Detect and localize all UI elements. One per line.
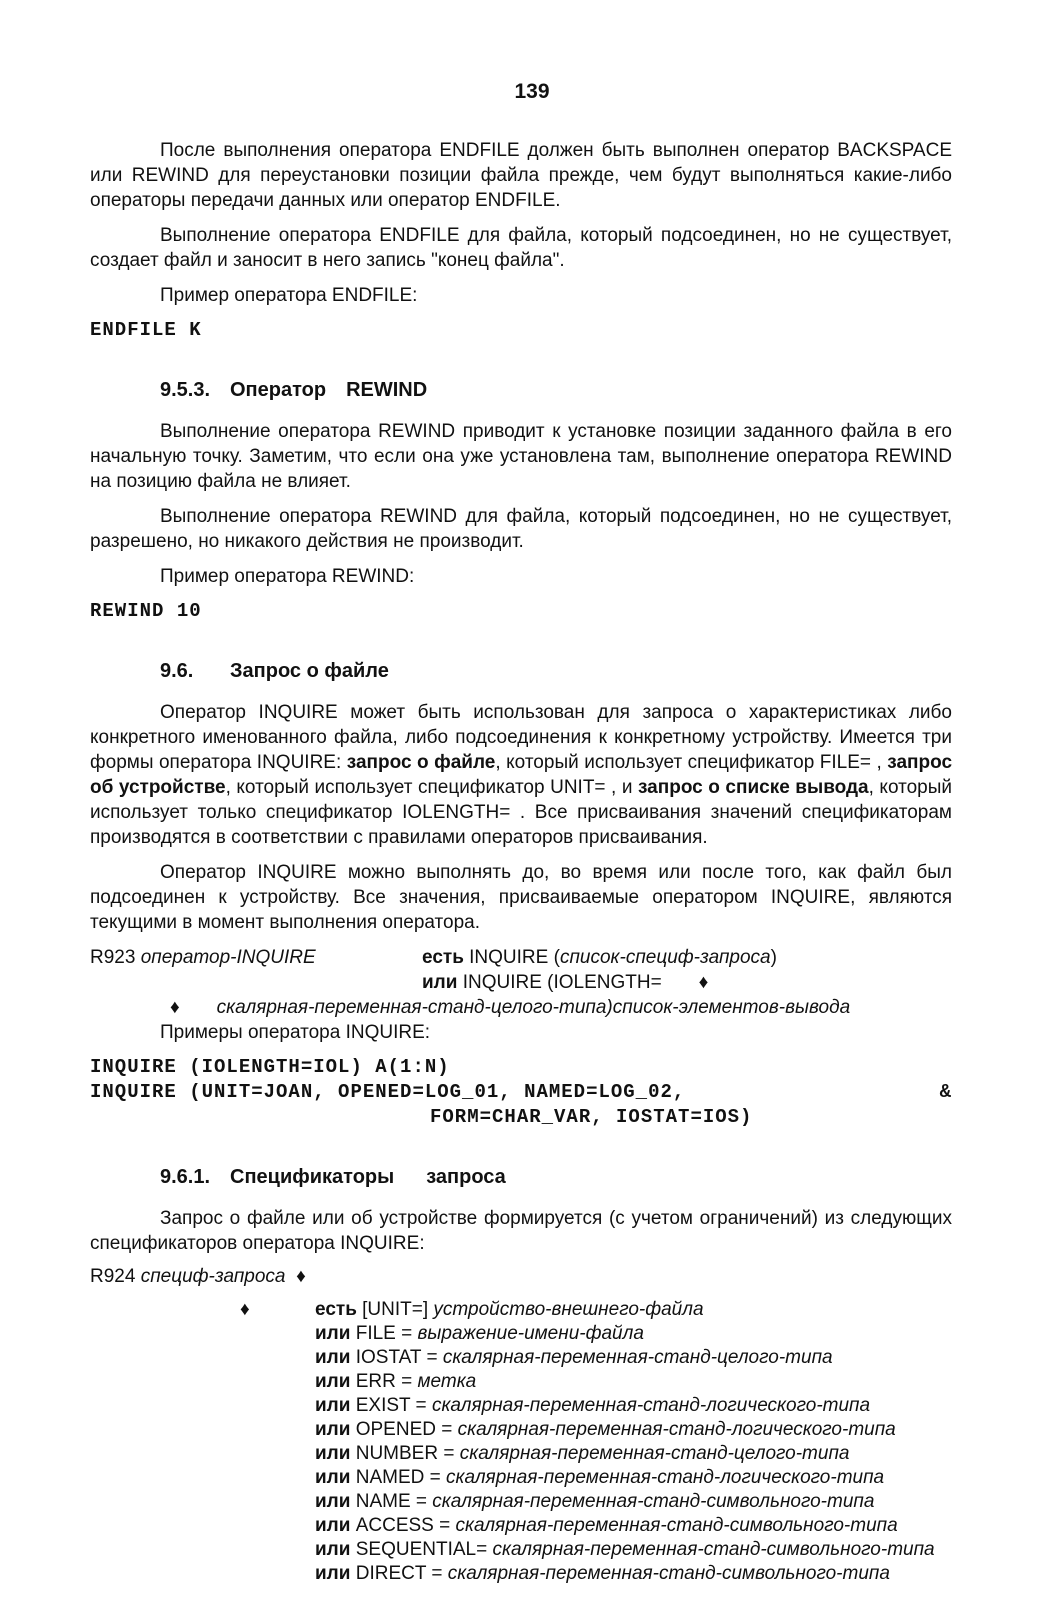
specifier-value: скалярная-переменная-станд-символьного-типа xyxy=(447,1563,890,1584)
specifier-item xyxy=(240,1418,952,1442)
specifier-value: выражение-имени-файла xyxy=(417,1323,644,1344)
specifier-value: скалярная-переменная-станд-символьного-типа xyxy=(492,1539,935,1560)
paragraph-endfile-example-label: Пример оператора ENDFILE: xyxy=(160,285,418,306)
diamond-icon: ♦ xyxy=(698,972,709,993)
specifier-name: [UNIT=] xyxy=(362,1299,429,1320)
specifier-value: скалярная-переменная-станд-логического-типа xyxy=(446,1467,885,1488)
paragraph-rewind-position: Выполнение оператора REWIND приводит к установке позиции заданного файла в его начальную точку. Заметим, что если она уже установлена там, выполнение оператора REWIND на позицию файла не влияет. xyxy=(90,421,952,492)
rule-r923 xyxy=(90,945,952,1020)
specifier-keyword: или xyxy=(315,1563,351,1584)
section-heading-inquiry-specifiers xyxy=(90,1164,952,1190)
term-file-inquiry: запрос о файле xyxy=(346,752,496,773)
page-content xyxy=(90,138,952,1586)
rule-keyword-is: есть xyxy=(422,947,464,968)
paragraph-rewind-example-label: Пример оператора REWIND: xyxy=(160,566,415,587)
paragraph-inquiry-specifiers: Запрос о файле или об устройстве формируется (с учетом ограничений) из следующих спецификаторов оператора INQUIRE: xyxy=(90,1208,952,1254)
specifier-name: ACCESS = xyxy=(355,1515,451,1536)
code-endfile-example: ENDFILE K xyxy=(90,319,202,341)
specifier-value: скалярная-переменная-станд-логического-типа xyxy=(431,1395,871,1416)
code-line: INQUIRE (UNIT=JOAN, OPENED=LOG_01, NAMED=LOG_02, xyxy=(90,1081,686,1103)
specifier-keyword: или xyxy=(315,1419,351,1440)
section-title: Запрос о файле xyxy=(230,660,389,682)
text-run: Оператор INQUIRE может быть использован для запроса о характеристиках либо конкретного именованного файла, либо подсоединения к конкретному устройству. Имеется три формы оператора INQUIRE: xyxy=(90,702,952,773)
rule-name: специф-запроса xyxy=(140,1266,286,1287)
code-rewind-example: REWIND 10 xyxy=(90,600,202,622)
paragraph-inquire-timing: Оператор INQUIRE можно выполнять до, во время или после того, как файл был подсоединен к устройству. Все значения, присваиваемые оператором INQUIRE, являются текущими в момент выполнения оператора. xyxy=(90,862,952,933)
diamond-icon: ♦ xyxy=(170,997,180,1018)
specifier-name: NUMBER = xyxy=(355,1443,455,1464)
specifier-item xyxy=(240,1394,952,1418)
section-title-keyword: REWIND xyxy=(346,379,428,401)
specifier-name: ERR = xyxy=(355,1371,413,1392)
text-run: , который использует спецификатор FILE= , xyxy=(495,752,888,773)
term-unit-inquiry: запрос об устройстве xyxy=(90,752,953,798)
bullet-spacer xyxy=(240,1322,315,1346)
specifier-item xyxy=(240,1514,952,1538)
bullet-spacer xyxy=(240,1562,315,1586)
specifier-keyword: или xyxy=(315,1539,351,1560)
specifier-name: NAMED = xyxy=(355,1467,441,1488)
section-title-word: запроса xyxy=(426,1166,506,1188)
section-heading-inquire xyxy=(90,658,952,684)
bullet-spacer xyxy=(240,1370,315,1394)
code-continuation: & xyxy=(939,1081,952,1103)
rule-r924 xyxy=(90,1266,952,1288)
specifier-keyword: или xyxy=(315,1491,351,1512)
diamond-icon: ♦ xyxy=(240,1299,250,1320)
rule-rhs: INQUIRE ( xyxy=(469,947,560,968)
text-run: , который использует только спецификатор IOLENGTH= . Все присваивания значений спецификаторам производятся в соответствии с правилами операторов присваивания. xyxy=(90,777,952,848)
specifier-keyword: или xyxy=(315,1347,351,1368)
specifier-keyword: или xyxy=(315,1371,351,1392)
bullet-spacer xyxy=(240,1538,315,1562)
bullet-spacer xyxy=(240,1418,315,1442)
bullet-spacer xyxy=(240,1442,315,1466)
specifier-value: скалярная-переменная-станд-символьного-типа xyxy=(432,1491,875,1512)
specifier-item xyxy=(240,1298,952,1322)
paragraph-inquire-examples-label: Примеры оператора INQUIRE: xyxy=(160,1022,431,1043)
rule-rhs: INQUIRE (IOLENGTH= xyxy=(462,972,662,993)
specifier-value: скалярная-переменная-станд-целого-типа xyxy=(442,1347,833,1368)
section-title: Оператор xyxy=(230,379,327,401)
specifier-value: скалярная-переменная-станд-логического-типа xyxy=(457,1419,896,1440)
section-heading-rewind xyxy=(90,377,952,403)
rule-keyword-or: или xyxy=(422,972,458,993)
section-number: 9.5.3. xyxy=(160,379,211,401)
specifier-name: FILE = xyxy=(355,1323,413,1344)
rule-rhs: ) xyxy=(770,947,777,968)
section-number: 9.6.1. xyxy=(160,1166,211,1188)
paragraph-endfile-create: Выполнение оператора ENDFILE для файла, который подсоединен, но не существует, создает файл и заносит в него запись "конец файла". xyxy=(90,225,952,271)
specifier-name: OPENED = xyxy=(355,1419,453,1440)
specifier-keyword: или xyxy=(315,1443,351,1464)
rule-continuation: скалярная-переменная-станд-целого-типа)список-элементов-вывода xyxy=(216,997,851,1018)
specifier-list xyxy=(240,1298,952,1586)
specifier-name: DIRECT = xyxy=(355,1563,443,1584)
section-number: 9.6. xyxy=(160,660,194,682)
specifier-item xyxy=(240,1466,952,1490)
specifier-item xyxy=(240,1490,952,1514)
specifier-value: скалярная-переменная-станд-целого-типа xyxy=(459,1443,850,1464)
page-number: 139 xyxy=(514,80,550,103)
term-output-list-inquiry: запрос о списке вывода xyxy=(637,777,869,798)
section-title: Спецификаторы xyxy=(230,1166,395,1188)
paragraph-rewind-nonexistent: Выполнение оператора REWIND для файла, который подсоединен, но не существует, разрешено, но никакого действия не производит. xyxy=(90,506,952,552)
specifier-item xyxy=(240,1322,952,1346)
rule-label: R923 xyxy=(90,947,136,968)
specifier-item xyxy=(240,1538,952,1562)
specifier-keyword: или xyxy=(315,1395,351,1416)
specifier-item xyxy=(240,1370,952,1394)
specifier-keyword: есть xyxy=(315,1299,357,1320)
rule-label: R924 xyxy=(90,1266,136,1287)
bullet-spacer xyxy=(240,1466,315,1490)
specifier-value: метка xyxy=(417,1371,477,1392)
specifier-item xyxy=(240,1562,952,1586)
code-inquire-example-2 xyxy=(90,1080,952,1105)
specifier-name: SEQUENTIAL= xyxy=(355,1539,488,1560)
specifier-name: IOSTAT = xyxy=(355,1347,438,1368)
code-inquire-example-3: FORM=CHAR_VAR, IOSTAT=IOS) xyxy=(430,1106,753,1128)
specifier-name: NAME = xyxy=(355,1491,427,1512)
code-inquire-example-1: INQUIRE (IOLENGTH=IOL) A(1:N) xyxy=(90,1056,450,1078)
rule-rhs-italic: список-специф-запроса xyxy=(559,947,771,968)
paragraph-inquire-forms xyxy=(90,700,952,850)
specifier-value: скалярная-переменная-станд-символьного-типа xyxy=(455,1515,898,1536)
diamond-icon: ♦ xyxy=(296,1266,306,1287)
text-run: , который использует спецификатор UNIT= , и xyxy=(225,777,638,798)
bullet-spacer xyxy=(240,1490,315,1514)
specifier-name: EXIST = xyxy=(355,1395,427,1416)
specifier-keyword: или xyxy=(315,1323,351,1344)
specifier-item xyxy=(240,1346,952,1370)
specifier-keyword: или xyxy=(315,1467,351,1488)
specifier-value: устройство-внешнего-файла xyxy=(433,1299,704,1320)
specifier-keyword: или xyxy=(315,1515,351,1536)
rule-name: оператор-INQUIRE xyxy=(140,947,316,968)
bullet-spacer xyxy=(240,1346,315,1370)
specifier-item xyxy=(240,1442,952,1466)
paragraph-endfile-after: После выполнения оператора ENDFILE должен быть выполнен оператор BACKSPACE или REWIND для переустановки позиции файла прежде, чем будут выполняться какие-либо операторы передачи данных или оператор ENDFILE. xyxy=(90,140,952,211)
bullet-spacer xyxy=(240,1394,315,1418)
bullet-spacer xyxy=(240,1514,315,1538)
